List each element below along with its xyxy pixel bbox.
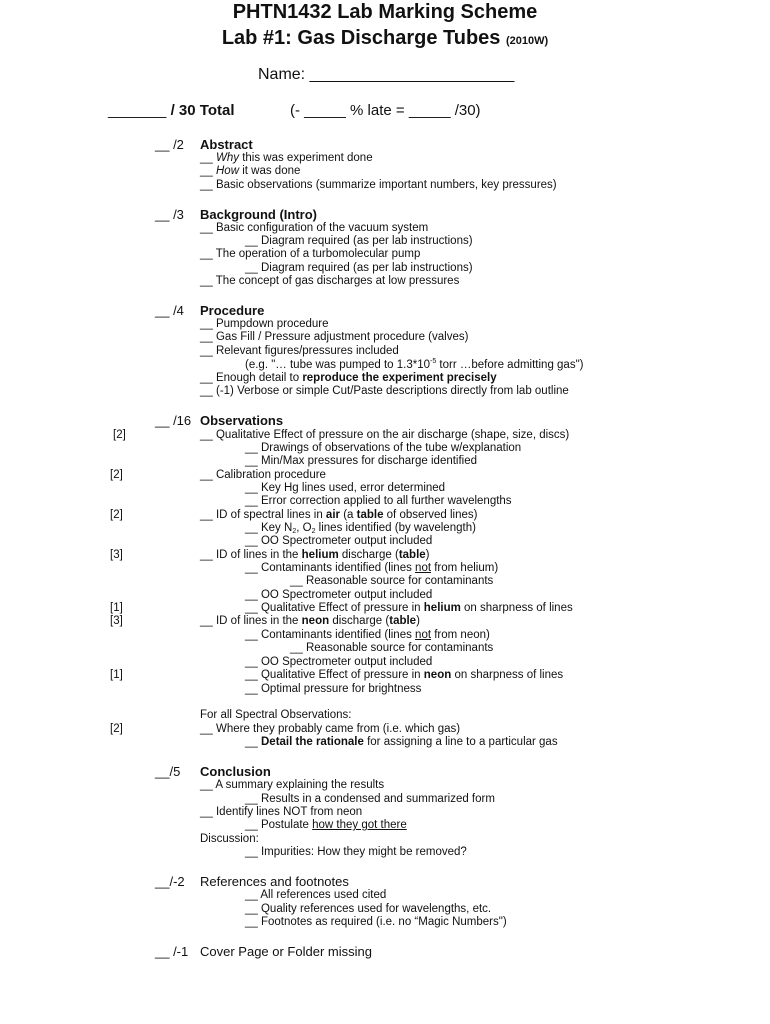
background-turbo: __ The operation of a turbomolecular pump	[200, 248, 421, 260]
references-score: __/-2	[155, 874, 185, 889]
cover-heading: Cover Page or Folder missing	[200, 944, 372, 959]
late-formula: (- _____ % late = _____ /30)	[290, 102, 481, 119]
title-line-2	[0, 27, 770, 50]
procedure-heading: Procedure	[200, 303, 265, 318]
cover-score: __ /-1	[155, 944, 189, 959]
t: for assigning a line to a particular gas	[363, 736, 558, 748]
detail-bold: reproduce the experiment precisely	[302, 372, 497, 384]
references-footnotes: __ Footnotes as required (i.e. no “Magic Numbers")	[245, 916, 507, 928]
mark-value: [3]	[110, 549, 123, 561]
obs-qual-air: __ Qualitative Effect of pressure on the air discharge (shape, size, discs)	[200, 429, 570, 441]
background-diagram-1: __ Diagram required (as per lab instructions)	[245, 235, 473, 247]
t: , O	[296, 522, 312, 534]
obs-qual-helium	[245, 602, 573, 614]
obs-where-from: __ Where they probably came from (i.e. which gas)	[200, 723, 461, 735]
t: __ Postulate	[245, 819, 313, 831]
obs-reasonable-neon: __ Reasonable source for contaminants	[290, 642, 494, 654]
total-blank: _______	[108, 102, 167, 119]
obs-reasonable-helium: __ Reasonable source for contaminants	[290, 575, 494, 587]
references-quality: __ Quality references used for wavelengths, etc.	[245, 903, 492, 915]
obs-qual-neon	[245, 669, 563, 681]
mark-value: [2]	[113, 429, 126, 441]
obs-all-spectral: For all Spectral Observations:	[200, 709, 352, 721]
t: 2	[311, 528, 316, 535]
t: Detail the rationale	[261, 736, 364, 748]
eg-exp: -5	[430, 358, 437, 365]
conclusion-discussion: Discussion:	[200, 833, 259, 845]
procedure-detail	[200, 372, 497, 384]
t: how they got there	[312, 819, 407, 831]
background-concept: __ The concept of gas discharges at low pressures	[200, 275, 460, 287]
background-diagram-2: __ Diagram required (as per lab instructions)	[245, 262, 473, 274]
title-year: (2010W)	[506, 35, 549, 47]
obs-calibration: __ Calibration procedure	[200, 469, 326, 481]
obs-contaminants-neon	[245, 629, 490, 641]
t: neon	[423, 669, 452, 681]
abstract-score: __ /2	[155, 137, 184, 152]
t: __ ID of spectral lines in	[200, 509, 326, 521]
references-cited: __ All references used cited	[245, 889, 387, 901]
abstract-basic-observations: __ Basic observations (summarize important numbers, key pressures)	[200, 179, 557, 191]
t: of observed lines)	[383, 509, 478, 521]
t: )	[425, 549, 430, 561]
title-line-1: PHTN1432 Lab Marking Scheme	[232, 1, 538, 23]
t: __ ID of lines in the	[200, 549, 302, 561]
mark-value: [1]	[110, 602, 123, 614]
obs-optimal-pressure: __ Optimal pressure for brightness	[245, 683, 422, 695]
t: discharge (	[338, 549, 399, 561]
t: table	[398, 549, 426, 561]
t: __ ID of lines in the	[200, 615, 302, 627]
t: lines identified (by wavelength)	[315, 522, 476, 534]
total-line	[108, 102, 234, 119]
t: helium	[423, 602, 461, 614]
obs-rationale	[245, 736, 558, 748]
t: from neon)	[431, 629, 490, 641]
mark-value: [1]	[110, 669, 123, 681]
t: )	[416, 615, 420, 627]
how-em: How	[216, 165, 240, 177]
t: __	[245, 736, 261, 748]
t: __ Key N	[245, 522, 293, 534]
mark-value: [2]	[110, 509, 123, 521]
procedure-gasfill: __ Gas Fill / Pressure adjustment procedure (valves)	[200, 331, 469, 343]
t: not	[415, 562, 432, 574]
conclusion-summary: __ A summary explaining the results	[200, 779, 385, 791]
t: not	[415, 629, 432, 641]
total-label: / 30 Total	[170, 102, 235, 119]
conclusion-postulate	[245, 819, 407, 831]
observations-heading: Observations	[200, 413, 284, 428]
why-em: Why	[216, 152, 239, 164]
obs-id-neon	[200, 615, 420, 627]
title-lab: Lab #1: Gas Discharge Tubes	[221, 27, 501, 49]
t: __ Qualitative Effect of pressure in	[245, 602, 424, 614]
detail-pre: __ Enough detail to	[200, 372, 303, 384]
t: on sharpness of lines	[460, 602, 573, 614]
eg-post: torr …before admitting gas")	[436, 359, 584, 371]
conclusion-score: __/5	[155, 764, 181, 779]
procedure-verbose: __ (-1) Verbose or simple Cut/Paste descriptions directly from lab outline	[200, 385, 569, 397]
t: on sharpness of lines	[451, 669, 564, 681]
how-rest: it was done	[239, 165, 301, 177]
procedure-pumpdown: __ Pumpdown procedure	[200, 318, 329, 330]
t: table	[356, 509, 384, 521]
obs-drawings: __ Drawings of observations of the tube w/explanation	[245, 442, 522, 454]
obs-oo-helium: __ OO Spectrometer output included	[245, 589, 433, 601]
conclusion-identify: __ Identify lines NOT from neon	[200, 806, 363, 818]
abstract-heading: Abstract	[200, 137, 253, 152]
eg-pre: (e.g. "… tube was pumped to 1.3*10	[245, 359, 430, 371]
obs-hg-lines: __ Key Hg lines used, error determined	[245, 482, 446, 494]
t: __ Contaminants identified (lines	[245, 562, 416, 574]
blank: __	[200, 165, 216, 177]
background-heading: Background (Intro)	[200, 207, 317, 222]
observations-score: __ /16	[155, 413, 192, 428]
mark-value: [2]	[110, 723, 123, 735]
abstract-why	[200, 152, 373, 164]
t: 2	[292, 528, 297, 535]
t: helium	[301, 549, 339, 561]
t: (a	[340, 509, 357, 521]
references-heading: References and footnotes	[200, 874, 349, 889]
obs-id-helium	[200, 549, 430, 561]
background-vacuum: __ Basic configuration of the vacuum system	[200, 222, 429, 234]
t: table	[389, 615, 417, 627]
mark-value: [3]	[110, 615, 123, 627]
procedure-figures: __ Relevant figures/pressures included	[200, 345, 399, 357]
t: from helium)	[431, 562, 499, 574]
conclusion-impurities: __ Impurities: How they might be removed?	[245, 846, 467, 858]
conclusion-heading: Conclusion	[200, 764, 271, 779]
t: __ Qualitative Effect of pressure in	[245, 669, 424, 681]
t: neon	[301, 615, 330, 627]
blank: __	[200, 152, 216, 164]
mark-value: [2]	[110, 469, 123, 481]
procedure-score: __ /4	[155, 303, 184, 318]
t: air	[325, 509, 340, 521]
procedure-example	[245, 358, 584, 371]
obs-minmax: __ Min/Max pressures for discharge identified	[245, 455, 478, 467]
abstract-how	[200, 165, 300, 177]
why-rest: this was experiment done	[239, 152, 373, 164]
t: discharge (	[329, 615, 390, 627]
name-field-label: Name: _______________________	[258, 66, 515, 83]
obs-oo-neon: __ OO Spectrometer output included	[245, 656, 433, 668]
obs-oo-air: __ OO Spectrometer output included	[245, 535, 433, 547]
conclusion-condensed: __ Results in a condensed and summarized form	[245, 793, 495, 805]
obs-key-n2-o2	[245, 522, 476, 535]
obs-error-correction: __ Error correction applied to all further wavelengths	[245, 495, 512, 507]
obs-contaminants-helium	[245, 562, 498, 574]
t: __ Contaminants identified (lines	[245, 629, 416, 641]
background-score: __ /3	[155, 207, 184, 222]
obs-id-air	[200, 509, 477, 521]
